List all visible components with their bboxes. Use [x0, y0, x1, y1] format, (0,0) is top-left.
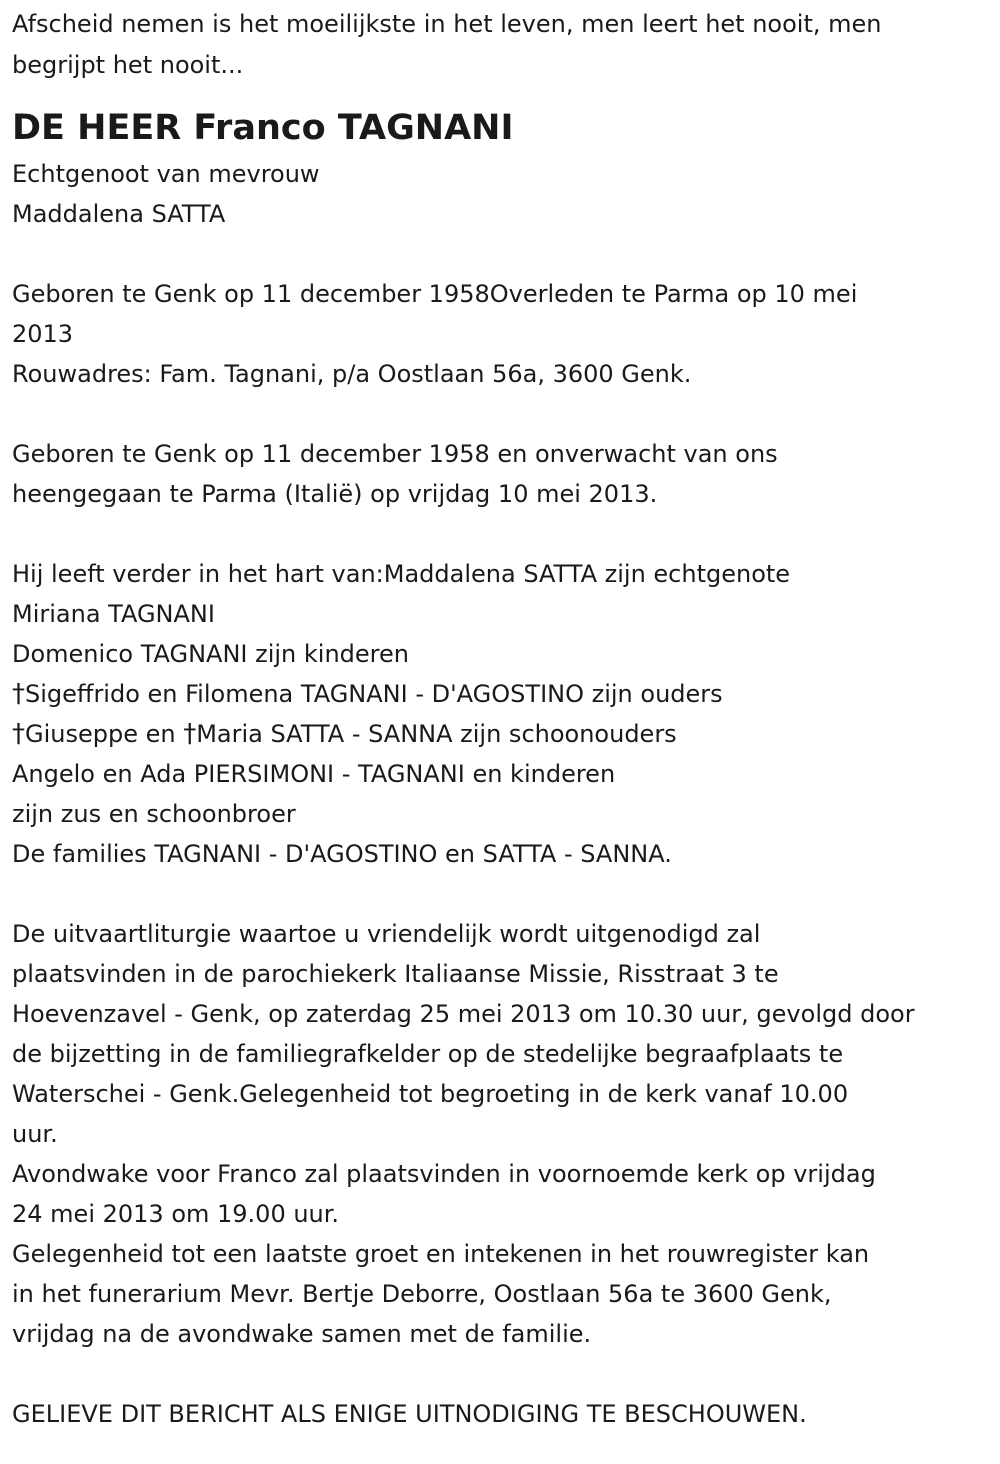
- funeral-line: uur.: [12, 1120, 58, 1148]
- family-line-parents: [12, 674, 988, 714]
- spacer: [12, 514, 988, 554]
- announcement-line: heengegaan te Parma (Italië) op vrijdag 10 mei 2013.: [12, 480, 658, 508]
- cross-icon: †: [12, 719, 25, 749]
- announcement-line: Geboren te Genk op 11 december 1958 en onverwacht van ons: [12, 440, 778, 468]
- family-line: De families TAGNANI - D'AGOSTINO en SATTA - SANNA.: [12, 840, 672, 868]
- closing-notice: GELIEVE DIT BERICHT ALS ENIGE UITNODIGING TE BESCHOUWEN.: [12, 1400, 807, 1428]
- family-line-text: Sigeffrido en Filomena TAGNANI - D'AGOSTINO zijn ouders: [25, 680, 723, 708]
- spacer: [12, 394, 988, 434]
- spouse-line: Echtgenoot van mevrouw: [12, 160, 320, 188]
- spacer: [12, 234, 988, 274]
- birth-death-line: Geboren te Genk op 11 december 1958Overleden te Parma op 10 mei: [12, 280, 858, 308]
- funeral-line: Waterschei - Genk.Gelegenheid tot begroeting in de kerk vanaf 10.00: [12, 1080, 849, 1108]
- funeral-info: [12, 914, 988, 1354]
- funeral-line: De uitvaartliturgie waartoe u vriendelijk wordt uitgenodigd zal: [12, 920, 761, 948]
- farewell-line: vrijdag na de avondwake samen met de familie.: [12, 1320, 592, 1348]
- announcement: [12, 434, 988, 514]
- mourning-address: Rouwadres: Fam. Tagnani, p/a Oostlaan 56a, 3600 Genk.: [12, 360, 692, 388]
- farewell-line: in het funerarium Mevr. Bertje Deborre, Oostlaan 56a te 3600 Genk,: [12, 1280, 832, 1308]
- spouse-info: [12, 154, 988, 234]
- funeral-line: Hoevenzavel - Genk, op zaterdag 25 mei 2013 om 10.30 uur, gevolgd door: [12, 1000, 915, 1028]
- family-line: zijn zus en schoonbroer: [12, 800, 296, 828]
- vigil-line: Avondwake voor Franco zal plaatsvinden in voornoemde kerk op vrijdag: [12, 1160, 876, 1188]
- quote-line: begrijpt het nooit...: [12, 51, 244, 79]
- birth-death-line: 2013: [12, 320, 74, 348]
- birth-death-info: [12, 274, 988, 394]
- funeral-line: de bijzetting in de familiegrafkelder op de stedelijke begraafplaats te: [12, 1040, 844, 1068]
- opening-quote: [12, 4, 988, 86]
- family-list: [12, 554, 988, 874]
- deceased-name: DE HEER Franco TAGNANI: [12, 108, 514, 148]
- spacer: [12, 1354, 988, 1394]
- funeral-line: plaatsvinden in de parochiekerk Italiaanse Missie, Risstraat 3 te: [12, 960, 779, 988]
- family-line: Miriana TAGNANI: [12, 600, 215, 628]
- family-line-text: Maria SATTA - SANNA zijn schoonouders: [196, 720, 677, 748]
- family-line-text: Giuseppe en: [25, 720, 184, 748]
- family-line: Angelo en Ada PIERSIMONI - TAGNANI en kinderen: [12, 760, 616, 788]
- quote-line: Afscheid nemen is het moeilijkste in het leven, men leert het nooit, men: [12, 10, 882, 38]
- vigil-line: 24 mei 2013 om 19.00 uur.: [12, 1200, 340, 1228]
- family-line-in-laws: [12, 714, 988, 754]
- spouse-line: Maddalena SATTA: [12, 200, 226, 228]
- spacer: [12, 874, 988, 914]
- cross-icon: †: [12, 679, 25, 709]
- farewell-line: Gelegenheid tot een laatste groet en intekenen in het rouwregister kan: [12, 1240, 870, 1268]
- family-line: Domenico TAGNANI zijn kinderen: [12, 640, 409, 668]
- cross-icon: †: [183, 719, 197, 749]
- family-line: Hij leeft verder in het hart van:Maddalena SATTA zijn echtgenote: [12, 560, 791, 588]
